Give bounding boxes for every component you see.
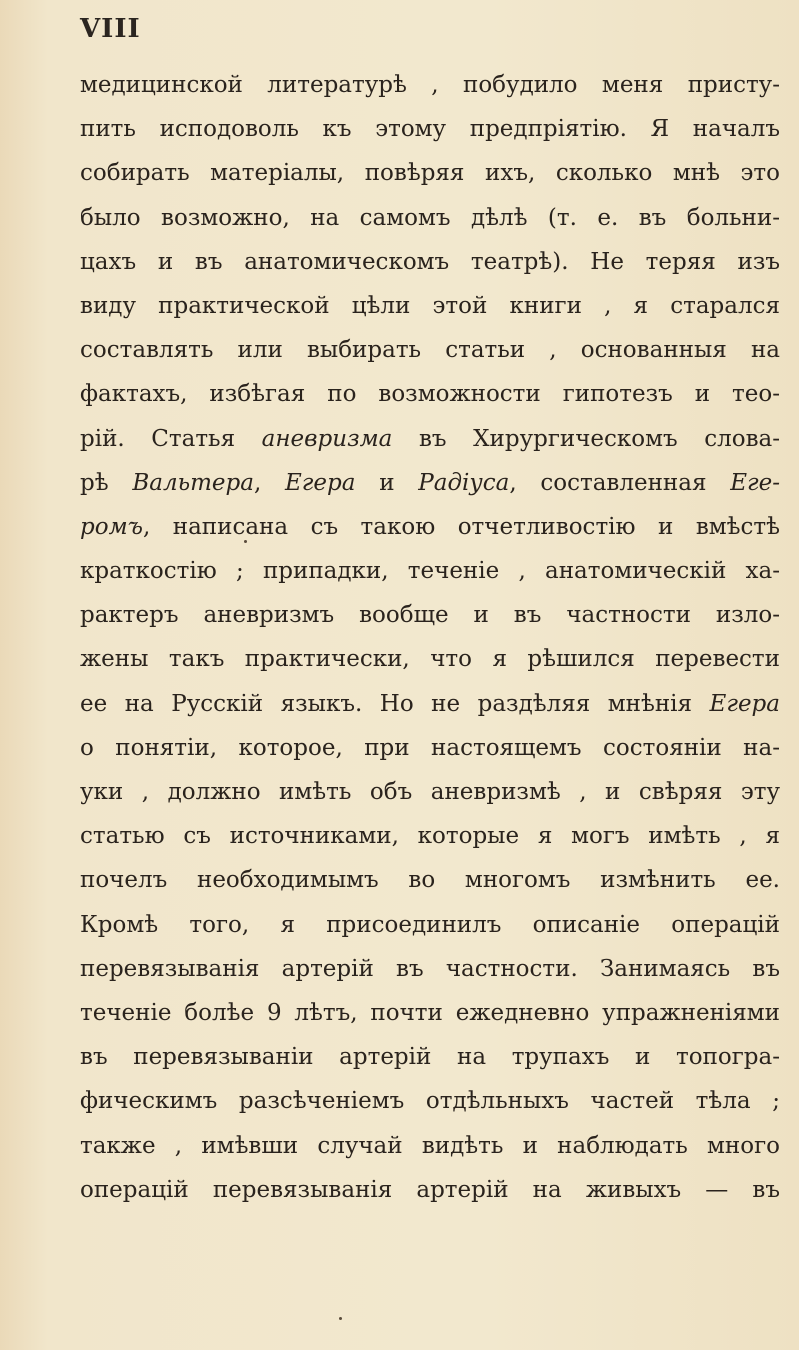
text-segment: рій. Статья xyxy=(80,425,262,452)
body-text xyxy=(80,63,780,1212)
text-segment: Кромѣ того, я присоединилъ описаніе операцій xyxy=(80,911,780,938)
text-line xyxy=(80,637,780,681)
text-segment: также , имѣвши случай видѣть и наблюдать много xyxy=(80,1132,780,1159)
text-segment: въ Хирургическомъ слова- xyxy=(392,425,780,452)
text-segment: о понятіи, которое, при настоящемъ состояніи на- xyxy=(80,734,780,761)
text-segment: теченіе болѣе 9 лѣтъ, почти ежедневно упражненіями xyxy=(80,999,780,1026)
text-segment: ее на Русскій языкъ. Но не раздѣляя мнѣнія xyxy=(80,690,710,717)
text-line xyxy=(80,593,780,637)
text-segment: фактахъ, избѣгая по возможности гипотезъ и тео- xyxy=(80,381,780,408)
text-line xyxy=(80,240,780,284)
text-segment: и xyxy=(355,469,419,496)
print-speck xyxy=(339,1317,342,1320)
italic-text: Егера xyxy=(285,469,356,496)
text-segment: пить исподоволь къ этому предпріятію. Я началъ xyxy=(80,116,780,143)
italic-text: Вальтера xyxy=(132,469,254,496)
text-line xyxy=(80,328,780,372)
text-line xyxy=(80,1035,780,1079)
italic-text: Егера xyxy=(709,690,780,717)
text-segment: рѣ xyxy=(80,469,133,496)
text-line xyxy=(80,1168,780,1212)
text-segment: цахъ и въ анатомическомъ театрѣ). Не теряя изъ xyxy=(80,248,780,275)
text-line xyxy=(80,770,780,814)
italic-text: аневризма xyxy=(261,425,393,452)
text-line xyxy=(80,284,780,328)
text-line xyxy=(80,107,780,151)
text-line xyxy=(80,196,780,240)
text-line xyxy=(80,1124,780,1168)
text-segment: , написана съ такою отчетливостію и вмѣстѣ xyxy=(142,513,780,540)
text-segment: почелъ необходимымъ во многомъ измѣнить ее. xyxy=(80,867,780,894)
text-segment: рактеръ аневризмъ вообще и въ частности изло- xyxy=(80,602,780,629)
italic-text: Еге- xyxy=(730,469,780,496)
text-segment: краткостію ; припадки, теченіе , анатомическій ха- xyxy=(80,558,780,585)
text-line xyxy=(80,1079,780,1123)
text-line xyxy=(80,63,780,107)
text-line xyxy=(80,417,780,461)
text-line xyxy=(80,505,780,549)
text-line xyxy=(80,814,780,858)
text-segment: операцій перевязыванія артерій на живыхъ — въ xyxy=(80,1176,780,1203)
text-line xyxy=(80,682,780,726)
text-segment: собирать матеріалы, повѣряя ихъ, сколько мнѣ это xyxy=(80,160,780,187)
text-segment: жены такъ практически, что я рѣшился перевести xyxy=(80,646,780,673)
italic-text: Радіуса xyxy=(418,469,510,496)
text-segment: перевязыванія артерій въ частности. Занимаясь въ xyxy=(80,955,780,982)
text-line xyxy=(80,726,780,770)
text-segment: , xyxy=(253,469,286,496)
text-segment: медицинской литературѣ , побудило меня присту- xyxy=(80,72,780,98)
text-segment: виду практической цѣли этой книги , я старался xyxy=(80,292,780,319)
italic-text: ромъ xyxy=(80,513,143,540)
text-line xyxy=(80,151,780,195)
text-segment: фическимъ разсѣченіемъ отдѣльныхъ частей тѣла ; xyxy=(80,1088,780,1115)
text-segment: было возможно, на самомъ дѣлѣ (т. е. въ больни- xyxy=(80,204,780,231)
text-line xyxy=(80,858,780,902)
page-number: VIII xyxy=(80,14,141,44)
text-line xyxy=(80,991,780,1035)
text-line xyxy=(80,461,780,505)
text-line xyxy=(80,549,780,593)
text-segment: , составленная xyxy=(509,469,731,496)
text-segment: уки , должно имѣть объ аневризмѣ , и свѣряя эту xyxy=(80,779,780,805)
text-segment: въ перевязываніи артерій на трупахъ и топогра- xyxy=(80,1044,780,1071)
text-line xyxy=(80,947,780,991)
text-line xyxy=(80,372,780,416)
print-speck xyxy=(244,540,247,543)
text-segment: статью съ источниками, которые я могъ имѣть , я xyxy=(80,823,780,850)
text-segment: составлять или выбирать статьи , основанныя на xyxy=(80,337,780,364)
text-line xyxy=(80,903,780,947)
